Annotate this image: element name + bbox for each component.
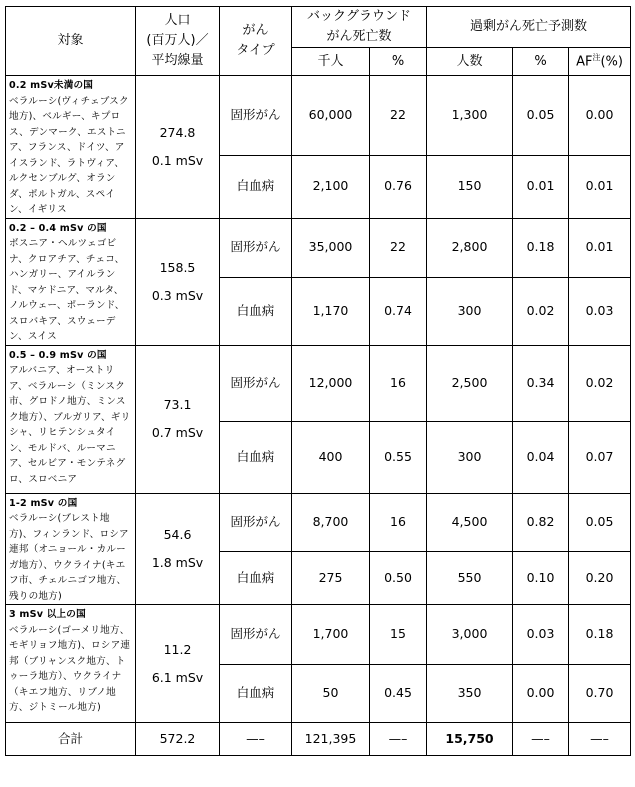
af-value: 0.07 [569,421,631,493]
excess-percent: 0.02 [513,277,569,345]
header-excess-percent: % [513,48,569,76]
af-value: 0.05 [569,493,631,551]
excess-percent: 0.01 [513,155,569,218]
region-title: 0.5 – 0.9 mSv の国 [9,349,107,361]
excess-percent: 0.03 [513,605,569,665]
total-bg-percent: —– [370,723,427,756]
excess-count: 3,000 [427,605,513,665]
cancer-type: 白血病 [220,551,292,605]
region-title: 3 mSv 以上の国 [9,609,86,621]
total-af: —– [569,723,631,756]
total-population: 572.2 [136,723,220,756]
region-cell [6,345,136,493]
population-cell: 158.5 0.3 mSv [136,218,220,345]
total-bg-thousands: 121,395 [292,723,370,756]
bg-thousands: 400 [292,421,370,493]
total-excess-count: 15,750 [427,723,513,756]
bg-thousands: 2,100 [292,155,370,218]
table-row [6,345,631,421]
header-row-1 [6,7,631,48]
population-cell: 274.8 0.1 mSv [136,76,220,219]
region-title: 0.2 mSv未満の国 [9,80,94,92]
region-countries: ベラルーシ(ゴーメリ地方、モギリョフ地方)、ロシア連邦（ブリャンスク地方、トゥーラ地方）、ウクライナ（キエフ地方、リブノ地方、ジトミール地方) [9,624,131,714]
excess-count: 1,300 [427,76,513,155]
bg-percent: 0.50 [370,551,427,605]
header-target: 対象 [6,7,136,76]
bg-thousands: 12,000 [292,345,370,421]
bg-percent: 22 [370,76,427,155]
cancer-type: 固形がん [220,345,292,421]
bg-percent: 0.55 [370,421,427,493]
af-value: 0.02 [569,345,631,421]
af-value: 0.18 [569,605,631,665]
region-cell [6,218,136,345]
table-row [6,493,631,551]
excess-count: 2,500 [427,345,513,421]
bg-percent: 16 [370,345,427,421]
excess-percent: 0.34 [513,345,569,421]
cancer-type: 白血病 [220,665,292,723]
excess-count: 300 [427,421,513,493]
region-countries: ボスニア・ヘルツェゴビナ、クロアチア、チェコ、ハンガリー、アイルランド、マケドニア、マルタ、ノルウェー、ポーランド、スロバキア、スウェーデン、スイス [9,238,125,343]
header-thousands: 千人 [292,48,370,76]
excess-percent: 0.82 [513,493,569,551]
cancer-type: 固形がん [220,76,292,155]
region-cell [6,605,136,723]
excess-percent: 0.00 [513,665,569,723]
bg-thousands: 35,000 [292,218,370,277]
table-row [6,605,631,665]
af-value: 0.01 [569,155,631,218]
total-type: —– [220,723,292,756]
region-title: 1-2 mSv の国 [9,497,78,509]
cancer-type: 白血病 [220,277,292,345]
excess-count: 4,500 [427,493,513,551]
population-cell: 73.1 0.7 mSv [136,345,220,493]
bg-percent: 15 [370,605,427,665]
bg-thousands: 275 [292,551,370,605]
af-value: 0.20 [569,551,631,605]
header-count: 人数 [427,48,513,76]
region-countries: ベラルーシ(ブレスト地方)、フィンランド、ロシア連邦（オニョール・カルーガ地方）、ウクライナ(キエフ市、チェルニゴフ地方、残りの地方) [9,513,129,602]
cancer-type: 固形がん [220,218,292,277]
header-bg-percent: % [370,48,427,76]
excess-count: 2,800 [427,218,513,277]
region-countries: ベラルーシ(ヴィチェブスク地方)、ベルギー、キプロス、デンマーク、エストニア、フランス、ドイツ、アイスランド、ラトヴィア、ルクセンブルグ、オランダ、ポルトガル、スペイン、イギリス [9,95,129,216]
cancer-death-table [5,6,631,756]
bg-thousands: 50 [292,665,370,723]
excess-count: 300 [427,277,513,345]
region-cell [6,493,136,605]
header-af: $AF^注(\%)$ [569,48,631,76]
excess-count: 550 [427,551,513,605]
bg-thousands: 1,700 [292,605,370,665]
excess-count: 350 [427,665,513,723]
header-background: バックグラウンド がん死亡数 [292,7,427,48]
header-excess: 過剰がん死亡予測数 [427,7,631,48]
cancer-type: 白血病 [220,155,292,218]
table-row [6,218,631,277]
header-population: 人口 (百万人)／ 平均線量 [136,7,220,76]
bg-percent: 0.74 [370,277,427,345]
excess-count: 150 [427,155,513,218]
af-value: 0.70 [569,665,631,723]
total-excess-percent: —– [513,723,569,756]
region-countries: アルバニア、オーストリア、ベラルーシ（ミンスク市、グロドノ地方、ミンスク地方）、ブルガリア、ギリシャ、リヒテンシュタイン、モルドバ、ルーマニア、セルビア・モンテネグロ、スロベニア [9,365,131,485]
af-value: 0.01 [569,218,631,277]
bg-thousands: 8,700 [292,493,370,551]
region-title: 0.2 – 0.4 mSv の国 [9,222,107,234]
excess-percent: 0.18 [513,218,569,277]
total-row [6,723,631,756]
cancer-type: 固形がん [220,605,292,665]
cancer-type: 固形がん [220,493,292,551]
af-value: 0.03 [569,277,631,345]
cancer-type: 白血病 [220,421,292,493]
bg-thousands: 1,170 [292,277,370,345]
bg-percent: 16 [370,493,427,551]
population-cell: 54.6 1.8 mSv [136,493,220,605]
af-value: 0.00 [569,76,631,155]
population-cell: 11.2 6.1 mSv [136,605,220,723]
table-row [6,76,631,155]
excess-percent: 0.10 [513,551,569,605]
bg-thousands: 60,000 [292,76,370,155]
excess-percent: 0.05 [513,76,569,155]
total-label: 合計 [6,723,136,756]
bg-percent: 0.76 [370,155,427,218]
bg-percent: 22 [370,218,427,277]
excess-percent: 0.04 [513,421,569,493]
header-cancer-type: がん タイプ [220,7,292,76]
bg-percent: 0.45 [370,665,427,723]
region-cell [6,76,136,219]
